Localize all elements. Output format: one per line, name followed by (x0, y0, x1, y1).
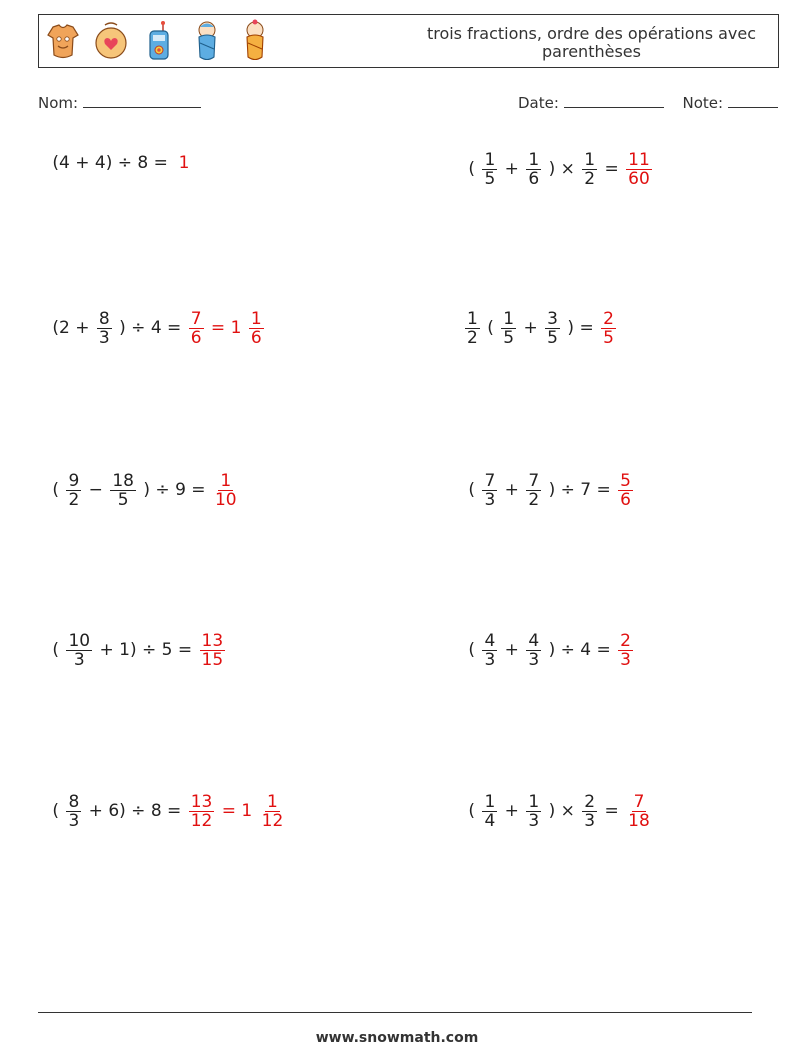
answer (187, 310, 266, 347)
problem-2 (463, 139, 654, 199)
fraction (213, 472, 239, 509)
denominator: 6 (190, 327, 202, 348)
fraction (582, 151, 597, 188)
expr-text: − (83, 480, 109, 500)
denominator: 60 (628, 168, 650, 189)
expr-text: + (499, 640, 525, 660)
expression (463, 793, 624, 830)
answer (211, 472, 241, 509)
date-grade-fields (518, 94, 792, 112)
answer (616, 472, 635, 509)
fraction (482, 472, 497, 509)
fraction (260, 793, 286, 830)
denominator: 2 (68, 489, 80, 510)
name-blank[interactable] (83, 94, 201, 108)
fraction (66, 632, 92, 669)
expr-text: (4 + 4) ÷ 8 = (47, 153, 174, 173)
worksheet-title: trois fractions, ordre des opérations avec parenthèses (426, 24, 757, 61)
expr-text: ) ÷ 4 = (543, 640, 617, 660)
expr-text: + (499, 480, 525, 500)
fraction (618, 472, 633, 509)
answer (624, 793, 654, 830)
numerator: 4 (528, 630, 540, 651)
baby-monitor-icon (141, 19, 177, 63)
expr-text: ) = (562, 318, 600, 338)
expr-text: = 1 (216, 801, 258, 821)
fraction (501, 310, 516, 347)
answer (624, 151, 654, 188)
expr-text: ( (481, 318, 500, 338)
expression (463, 310, 599, 347)
footer-url[interactable]: www.snowmath.com (315, 1030, 479, 1046)
problem-8 (463, 620, 635, 680)
answer (198, 632, 228, 669)
fraction (601, 310, 616, 347)
numerator: 1 (467, 308, 478, 329)
expr-text: = (599, 159, 625, 179)
denominator: 4 (484, 810, 496, 831)
baby-bib-icon (93, 19, 129, 63)
fraction (200, 632, 226, 669)
numerator: 7 (528, 470, 540, 491)
denominator: 6 (620, 489, 631, 510)
numerator: 10 (68, 630, 91, 651)
numerator: 8 (98, 308, 110, 329)
denominator: 6 (528, 168, 540, 189)
expression (463, 632, 616, 669)
fraction (97, 310, 112, 347)
fraction (626, 793, 652, 830)
fraction (526, 632, 541, 669)
fraction (618, 632, 633, 669)
problem-10 (463, 781, 654, 841)
numerator: 13 (190, 791, 213, 812)
numerator: 1 (584, 149, 596, 170)
expr-text: ( (47, 640, 65, 660)
expr-text: ( (463, 640, 481, 660)
denominator: 5 (484, 168, 496, 189)
fraction (482, 632, 497, 669)
denominator: 5 (503, 327, 515, 348)
expr-text: ) × (543, 159, 581, 179)
problem-4 (463, 298, 618, 358)
numerator: 7 (633, 791, 645, 812)
expr-text: ( (47, 480, 65, 500)
numerator: 1 (484, 149, 496, 170)
denominator: 12 (261, 810, 284, 831)
fraction (626, 151, 652, 188)
problem-5 (47, 460, 241, 520)
denominator: 15 (201, 649, 224, 670)
name-label: Nom: (38, 94, 79, 112)
numerator: 3 (547, 308, 558, 329)
denominator: 3 (584, 810, 596, 831)
answer (599, 310, 618, 347)
expression (47, 472, 211, 509)
numerator: 18 (112, 470, 134, 491)
fraction (66, 472, 81, 509)
expr-text: + 6) ÷ 8 = (83, 801, 187, 821)
denominator: 3 (68, 810, 80, 831)
answer (616, 632, 635, 669)
baby-onesie-icon (45, 19, 81, 63)
fraction (465, 310, 480, 347)
denominator: 3 (73, 649, 85, 670)
denominator: 5 (603, 327, 614, 348)
denominator: 3 (98, 327, 110, 348)
numerator: 4 (484, 630, 496, 651)
grade-label: Note: (682, 94, 724, 112)
numerator: 8 (68, 791, 80, 812)
expr-text: + 1) ÷ 5 = (94, 640, 198, 660)
denominator: 12 (190, 810, 213, 831)
denominator: 3 (620, 649, 631, 670)
expression (47, 310, 187, 347)
swaddled-baby-boy-icon (189, 19, 225, 63)
fraction (526, 793, 541, 830)
fraction (482, 151, 497, 188)
denominator: 5 (117, 489, 129, 510)
expr-text: 1 (173, 153, 195, 173)
name-field (38, 94, 201, 112)
fraction (189, 793, 215, 830)
expression (47, 632, 198, 669)
expr-text: + (499, 159, 525, 179)
denominator: 3 (484, 489, 496, 510)
fraction (482, 793, 497, 830)
expr-text: + (518, 318, 544, 338)
expr-text: + (499, 801, 525, 821)
expr-text: ( (463, 159, 481, 179)
expr-text: ( (463, 480, 481, 500)
expr-text: (2 + (47, 318, 95, 338)
numerator: 1 (220, 470, 232, 491)
denominator: 3 (528, 649, 540, 670)
denominator: 3 (484, 649, 496, 670)
fraction (249, 310, 264, 347)
denominator: 10 (214, 489, 237, 510)
denominator: 2 (528, 489, 540, 510)
header-icons (45, 19, 273, 63)
expr-text: ( (463, 801, 481, 821)
numerator: 7 (484, 470, 496, 491)
denominator: 6 (250, 327, 262, 348)
problem-7 (47, 620, 227, 680)
expression (463, 151, 624, 188)
numerator: 9 (68, 470, 80, 491)
answer (187, 793, 288, 830)
expression (47, 153, 173, 173)
numerator: 1 (528, 149, 540, 170)
date-blank[interactable] (564, 94, 664, 108)
expr-text: ( (47, 801, 65, 821)
fraction (526, 151, 541, 188)
expr-text: ) ÷ 4 = (113, 318, 187, 338)
numerator: 1 (267, 791, 278, 812)
numerator: 1 (250, 308, 262, 329)
fraction (582, 793, 597, 830)
expr-text: = (599, 801, 625, 821)
numerator: 2 (584, 791, 596, 812)
worksheet-header (38, 14, 779, 68)
numerator: 2 (620, 630, 631, 651)
numerator: 11 (628, 149, 650, 170)
fraction (189, 310, 204, 347)
numerator: 1 (503, 308, 515, 329)
expr-text: ) ÷ 7 = (543, 480, 617, 500)
denominator: 2 (584, 168, 596, 189)
footer-divider (38, 1012, 752, 1013)
numerator: 7 (190, 308, 202, 329)
problem-9 (47, 781, 287, 841)
numerator: 5 (620, 470, 631, 491)
expr-text: ) × (543, 801, 581, 821)
answer (173, 153, 195, 173)
numerator: 1 (528, 791, 540, 812)
problem-6 (463, 460, 635, 520)
denominator: 5 (547, 327, 558, 348)
fraction (110, 472, 136, 509)
denominator: 2 (467, 327, 478, 348)
problem-1 (47, 133, 195, 193)
fraction (545, 310, 560, 347)
expression (47, 793, 187, 830)
grade-blank[interactable] (728, 94, 778, 108)
numerator: 2 (603, 308, 614, 329)
swaddled-baby-girl-icon (237, 19, 273, 63)
denominator: 18 (628, 810, 650, 831)
fraction (526, 472, 541, 509)
numerator: 13 (201, 630, 224, 651)
expression (463, 472, 616, 509)
numerator: 1 (484, 791, 496, 812)
expr-text: ) ÷ 9 = (137, 480, 211, 500)
expr-text: = 1 (205, 318, 247, 338)
date-label: Date: (518, 94, 559, 112)
denominator: 3 (528, 810, 540, 831)
problem-3 (47, 298, 266, 358)
fraction (66, 793, 81, 830)
